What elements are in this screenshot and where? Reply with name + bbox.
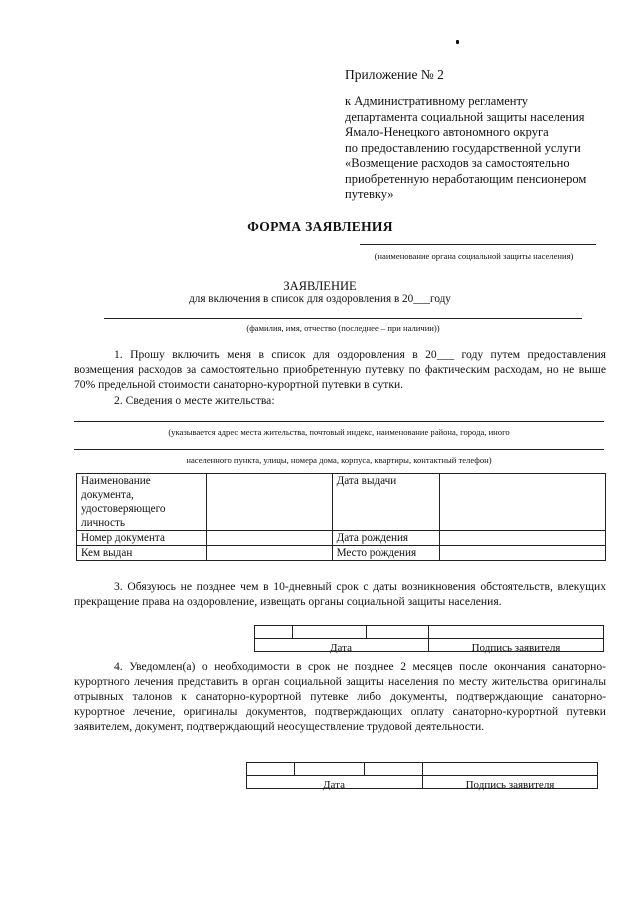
appendix-line: путевку» — [345, 187, 394, 201]
application-subtitle: для включения в список для оздоровления в 20___году — [189, 293, 451, 305]
date-cell-day[interactable] — [255, 626, 293, 639]
signature-cell[interactable] — [428, 626, 603, 639]
date-cell-month[interactable] — [292, 626, 366, 639]
signature-cell[interactable] — [422, 763, 597, 776]
organ-caption: (наименование органа социальной защиты населения) — [374, 251, 574, 261]
doc-number-label: Номер документа — [77, 531, 207, 546]
id-document-table — [76, 473, 606, 561]
item-1-text: 1. Прошу включить меня в список для оздоровления в 20___ году путем предоставления возмещения расходов за самостоятельно приобретенную путевку по фактическим расходам, но не выше 70% предельной стоимости санаторно-курортной путевки в сутки. — [74, 348, 606, 391]
table-row — [255, 626, 604, 639]
date-cell-day[interactable] — [247, 763, 295, 776]
appendix-line: Ямало-Ненецкого автономного округа — [345, 125, 549, 139]
appendix-number: Приложение № 2 — [345, 67, 444, 82]
birth-place-value[interactable] — [440, 546, 606, 561]
date-cell-year[interactable] — [364, 763, 422, 776]
appendix-line: департамента социальной защиты населения — [345, 109, 585, 124]
item-2-paragraph — [74, 393, 606, 408]
appendix-line: по предоставлению государственной услуги — [345, 140, 581, 155]
item-2-text: 2. Сведения о месте жительства: — [114, 394, 275, 407]
address-caption-1: (указывается адрес места жительства, почтовый индекс, наименование района, города, иного — [168, 427, 510, 437]
table-row — [77, 474, 606, 531]
table-row — [77, 531, 606, 546]
address-line-2 — [74, 449, 604, 450]
item-1-paragraph — [74, 347, 606, 392]
table-row — [247, 763, 598, 776]
date-label: Дата — [330, 642, 352, 654]
appendix-line: приобретенную неработающим пенсионером — [345, 171, 587, 186]
issued-by-label: Кем выдан — [77, 546, 207, 561]
appendix-line: к Административному регламенту — [345, 94, 529, 108]
date-label: Дата — [323, 779, 345, 791]
address-caption-2: населенного пункта, улицы, номера дома, корпуса, квартиры, контактный телефон) — [186, 455, 492, 465]
fio-line — [104, 318, 582, 319]
fio-caption: (фамилия, имя, отчество (последнее – при наличии)) — [246, 323, 440, 333]
organ-name-line — [360, 244, 596, 245]
issued-by-value[interactable] — [206, 546, 332, 561]
form-title: ФОРМА ЗАЯВЛЕНИЯ — [247, 219, 393, 234]
address-line-1 — [74, 421, 604, 422]
date-cell-month[interactable] — [294, 763, 364, 776]
doc-name-label: Наименование документа, удостоверяющего личность — [77, 474, 207, 531]
item-4-paragraph — [74, 659, 606, 734]
scan-speck — [456, 40, 459, 44]
appendix-reference — [345, 94, 630, 203]
doc-number-value[interactable] — [206, 531, 332, 546]
item-3-text: 3. Обязуюсь не позднее чем в 10-дневный срок с даты возникновения обстоятельств, влекущих прекращение права на оздоровление, извещать органы социальной защиты населения. — [74, 580, 606, 608]
appendix-line: «Возмещение расходов за самостоятельно — [345, 156, 570, 170]
table-row — [77, 546, 606, 561]
signature-label: Подпись заявителя — [471, 642, 561, 654]
issue-date-label: Дата выдачи — [332, 474, 440, 531]
date-cell-year[interactable] — [366, 626, 428, 639]
birth-place-label: Место рождения — [332, 546, 440, 561]
signature-label: Подпись заявителя — [465, 779, 555, 791]
issue-date-value[interactable] — [440, 474, 606, 531]
birth-date-value[interactable] — [440, 531, 606, 546]
item-3-paragraph — [74, 579, 606, 609]
item-4-text: 4. Уведомлен(а) о необходимости в срок не позднее 2 месяцев после окончания санаторно-курортного лечения представить в орган социальной защиты населения по месту жительства оригиналы отрывных талонов к санаторно-курортной путевке либо документы, подтверждающие санаторно-курортное лечение, оригиналы документов, подтверждающих оплату санаторно-курортной путевки заявителем, документ, подтверждающий неосуществление трудовой деятельности. — [74, 660, 606, 733]
application-title: ЗАЯВЛЕНИЕ — [283, 279, 357, 293]
birth-date-label: Дата рождения — [332, 531, 440, 546]
doc-name-value[interactable] — [206, 474, 332, 531]
